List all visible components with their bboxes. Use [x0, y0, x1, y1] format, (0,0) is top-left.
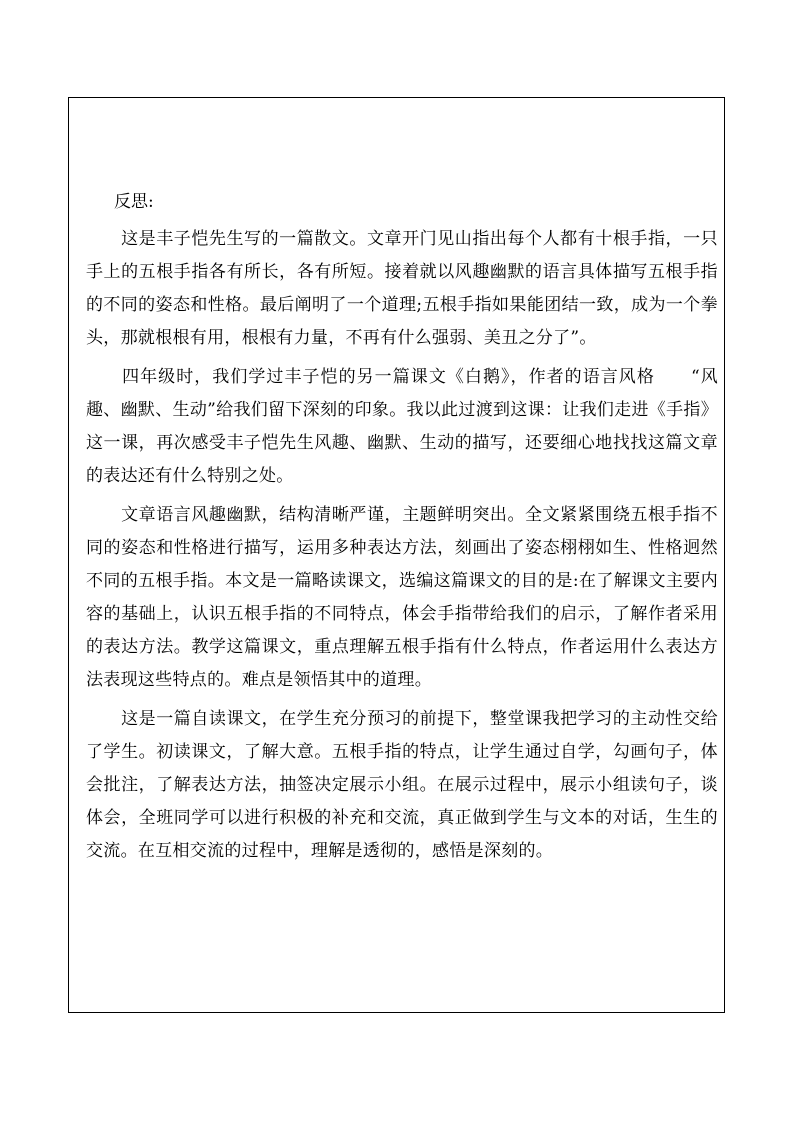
paragraph-4: 这是一篇自读课文，在学生充分预习的前提下，整堂课我把学习的主动性交给了学生。初读课文，了解大意。五根手指的特点，让学生通过自学，勾画句子，体会批注，了解表达方法，抽签决定展示小组。在展示过程中，展示小组读句子，谈体会，全班同学可以进行积极的补充和交流，真正做到学生与文本的对话，生生的交流。在互相交流的过程中，理解是透彻的，感悟是深刻的。	[86, 709, 718, 861]
section-heading: 反思:	[114, 192, 154, 212]
paragraph-1: 这是丰子恺先生写的一篇散文。文章开门见山指出每个人都有十根手指，一只手上的五根手指各有所长，各有所短。接着就以风趣幽默的语言具体描写五根手指的不同的姿态和性格。最后阐明了一个道理;五根手指如果能团结一致，成为一个拳头，那就根根有用，根根有力量，不再有什么强弱、美丑之分了”。	[86, 229, 718, 348]
reflection-section	[86, 186, 718, 868]
paragraph-2: 四年级时，我们学过丰子恺的另一篇课文《白鹅》，作者的语言风格 “风趣、幽默、生动”给我们留下深刻的印象。我以此过渡到这课：让我们走进《手指》这一课，再次感受丰子恺先生风趣、幽默、生动的描写，还要细心地找找这篇文章的表达还有什么特别之处。	[86, 367, 718, 486]
paragraph-3: 文章语言风趣幽默，结构清晰严谨，主题鲜明突出。全文紧紧围绕五根手指不同的姿态和性格进行描写，运用多种表达方法，刻画出了姿态栩栩如生、性格迥然不同的五根手指。本文是一篇略读课文，选编这篇课文的目的是:在了解课文主要内容的基础上，认识五根手指的不同特点，体会手指带给我们的启示，了解作者采用的表达方法。教学这篇课文，重点理解五根手指有什么特点，作者运用什么表达方法表现这些特点的。难点是领悟其中的道理。	[86, 505, 718, 690]
